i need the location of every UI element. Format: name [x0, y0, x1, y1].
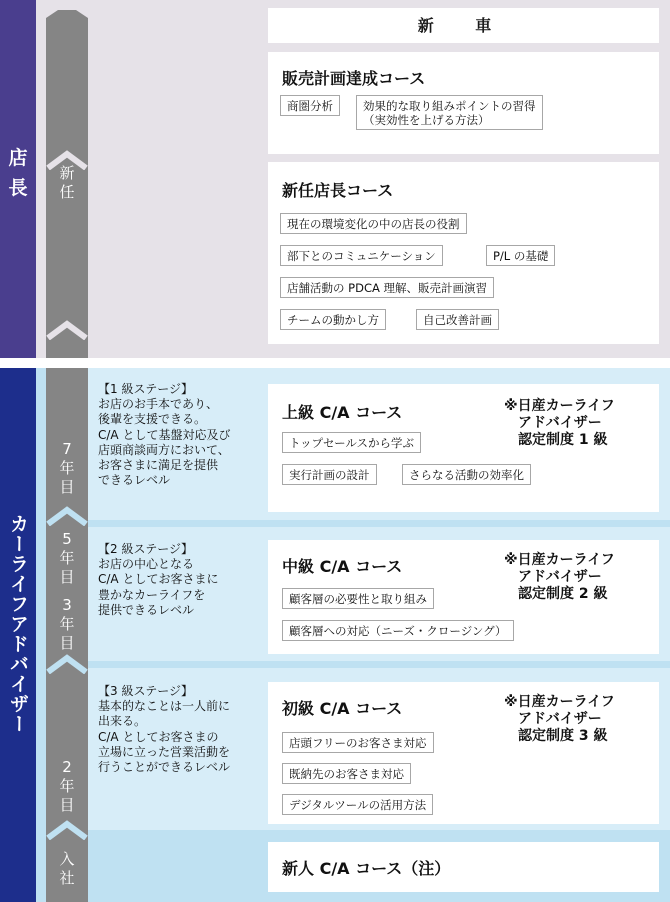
- course-tag: 店舗活動の PDCA 理解、販売計画演習: [280, 277, 494, 298]
- chevron-up-icon: [46, 504, 88, 526]
- course-tag: 部下とのコミュニケーション: [280, 245, 443, 266]
- new-car-header: 新 車: [268, 8, 659, 43]
- beginner-ca-course-title: 初級 C/A コース: [282, 699, 403, 718]
- course-tag: 顧客層の必要性と取り組み: [282, 588, 434, 609]
- manager-band: [0, 0, 36, 358]
- sales-plan-course-title: 販売計画達成コース: [282, 69, 426, 88]
- experience-label-year-5: 5 年 目: [59, 530, 75, 586]
- car-life-advisor-band: [0, 368, 36, 902]
- advanced-ca-course-title: 上級 C/A コース: [282, 403, 403, 422]
- stage-description-1: 【1 級ステージ】 お店のお手本であり、 後輩を支援できる。 C/A として基盤対応及び 店頭商談両方において、 お客さまに満足を提供 できるレベル: [98, 382, 231, 488]
- arrow-up-icon: [46, 0, 88, 28]
- stage-description-2: 【2 級ステージ】 お店の中心となる C/A としてお客さまに 豊かなカーライフを 提供できるレベル: [98, 542, 219, 617]
- course-tag: 商圏分析: [280, 95, 340, 116]
- course-tag: さらなる活動の効率化: [402, 464, 531, 485]
- intermediate-ca-course-title: 中級 C/A コース: [282, 557, 403, 576]
- course-tag: 効果的な取り組みポイントの習得 （実効性を上げる方法）: [356, 95, 543, 130]
- new-manager-course-title: 新任店長コース: [282, 181, 394, 200]
- beginner-ca-course-box: [268, 682, 659, 824]
- experience-label-new-manager: 新 任: [59, 164, 75, 201]
- chevron-up-icon: [46, 652, 88, 674]
- section-divider: [0, 358, 670, 368]
- course-tag: チームの動かし方: [280, 309, 386, 330]
- course-tag: デジタルツールの活用方法: [282, 794, 433, 815]
- certification-note: ※日産カーライフ アドバイザー 認定制度 3 級: [504, 694, 615, 744]
- course-tag: トップセールスから学ぶ: [282, 432, 421, 453]
- intermediate-ca-course-box: [268, 540, 659, 654]
- advanced-ca-course-box: [268, 384, 659, 512]
- newcomer-ca-course-box: [268, 842, 659, 892]
- new-manager-course-box: [268, 162, 659, 344]
- experience-label-year-3: 3 年 目: [59, 596, 75, 652]
- certification-note: ※日産カーライフ アドバイザー 認定制度 2 級: [504, 552, 615, 602]
- course-tag: 実行計画の設計: [282, 464, 377, 485]
- manager-band-label: 店 長: [8, 147, 28, 199]
- course-tag: 既納先のお客さま対応: [282, 763, 411, 784]
- experience-label-year-7: 7 年 目: [59, 440, 75, 496]
- experience-label-year-2: 2 年 目: [59, 758, 75, 814]
- stage-description-3: 【3 級ステージ】 基本的なことは一人前に 出来る。 C/A としてお客さまの 立場に立った営業活動を 行うことができるレベル: [98, 684, 231, 775]
- course-tag: 店頭フリーのお客さま対応: [282, 732, 434, 753]
- certification-note: ※日産カーライフ アドバイザー 認定制度 1 級: [504, 398, 615, 448]
- chevron-up-icon: [46, 318, 88, 340]
- newcomer-ca-course-title: 新人 C/A コース（注）: [282, 859, 451, 878]
- car-life-advisor-band-label: カーライフアドバイザー: [7, 514, 29, 734]
- chevron-up-icon: [46, 818, 88, 840]
- course-tag: 顧客層への対応（ニーズ・クロージング）: [282, 620, 514, 641]
- sales-plan-course-box: [268, 52, 659, 154]
- experience-label-entry: 入 社: [59, 850, 75, 887]
- course-tag: 自己改善計画: [416, 309, 499, 330]
- course-tag: P/L の基礎: [486, 245, 555, 266]
- course-tag: 現在の環境変化の中の店長の役割: [280, 213, 467, 234]
